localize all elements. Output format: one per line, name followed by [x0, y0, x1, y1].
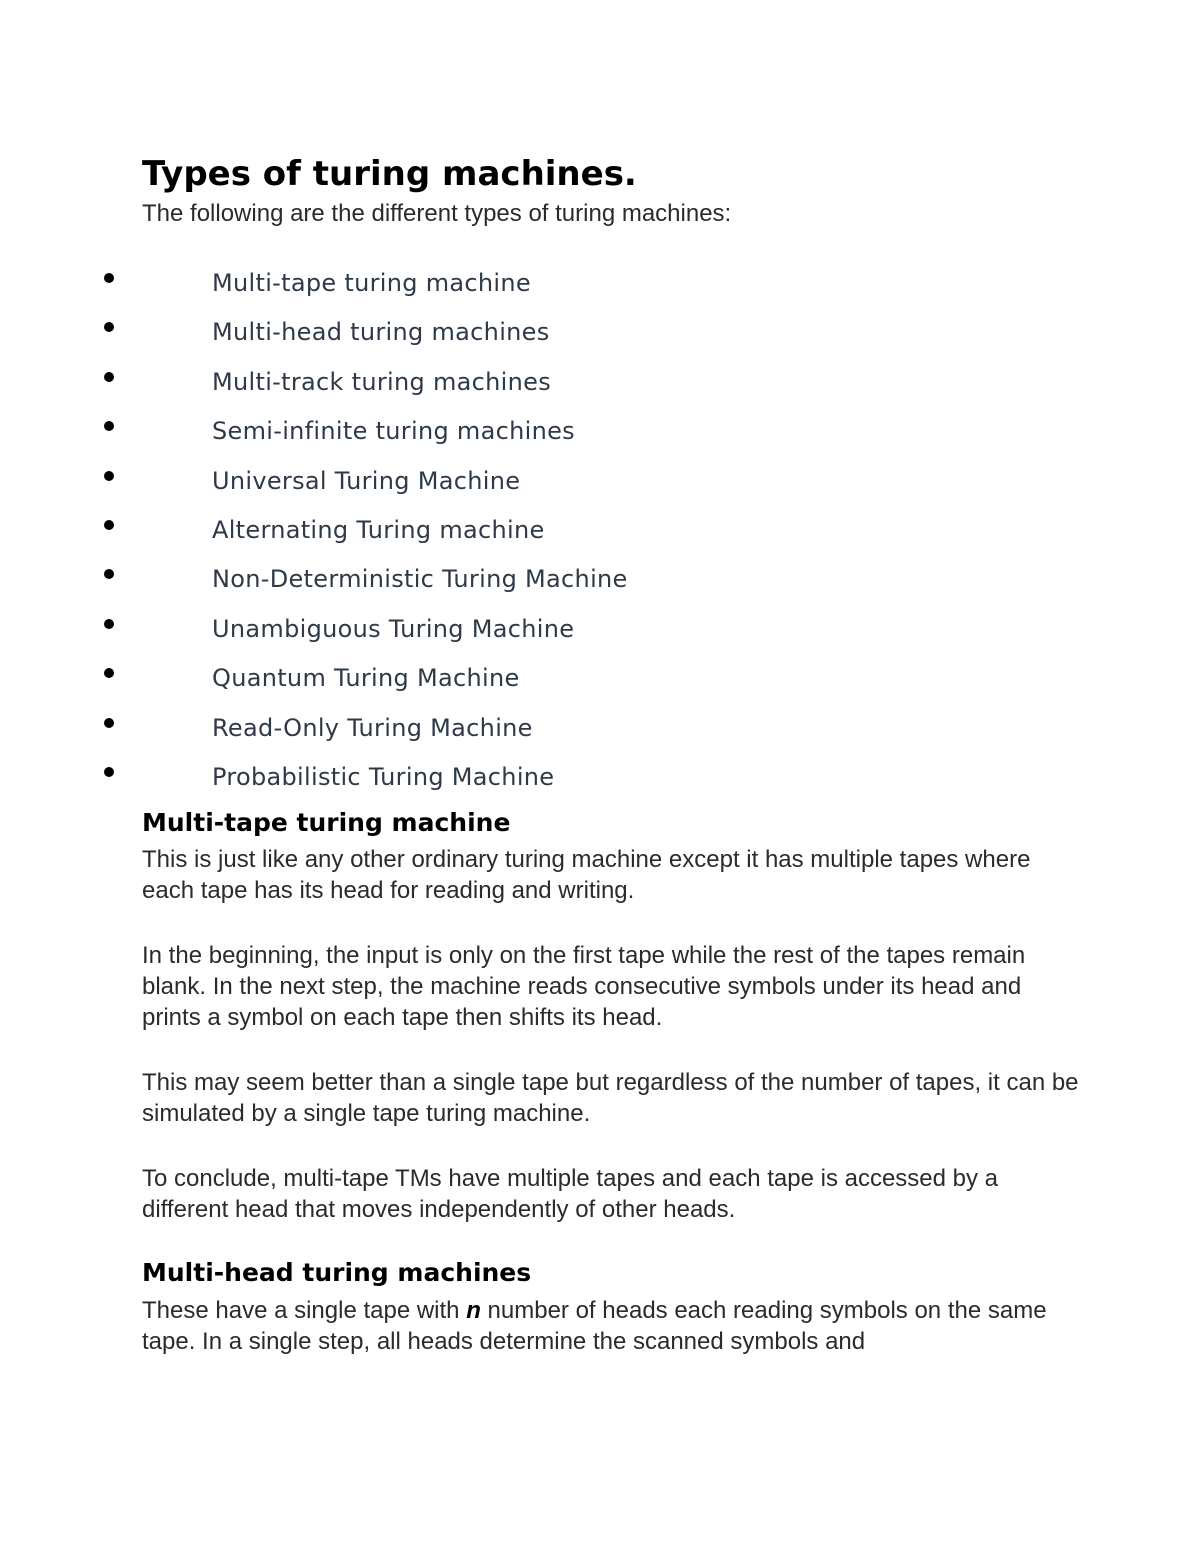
bullet-icon: [104, 322, 114, 332]
list-item-label: Quantum Turing Machine: [212, 664, 520, 693]
list-item-label: Alternating Turing machine: [212, 515, 545, 544]
list-item: [0, 361, 900, 410]
section-heading-multi-tape: Multi-tape turing machine: [142, 808, 511, 837]
paragraph: This is just like any other ordinary turing machine except it has multiple tapes where each tape has its head for reading and writing.: [142, 846, 1031, 904]
list-item: [0, 262, 900, 311]
list-item-label: Read-Only Turing Machine: [212, 713, 533, 742]
list-item-label: Probabilistic Turing Machine: [212, 762, 555, 791]
list-item-label: Multi-tape turing machine: [212, 269, 531, 297]
list-item-label: Non-Deterministic Turing Machine: [212, 565, 628, 594]
list-item: [0, 756, 900, 805]
list-item-label: Multi-head turing machines: [212, 318, 550, 347]
bullet-icon: [104, 718, 114, 728]
list-item: [0, 410, 900, 459]
emphasis-n: n: [466, 1297, 481, 1324]
list-item-label: Unambiguous Turing Machine: [212, 614, 575, 643]
paragraph: To conclude, multi-tape TMs have multiple tapes and each tape is accessed by a different head that moves independently of other heads.: [142, 1165, 999, 1223]
bullet-icon: [104, 421, 114, 431]
paragraph: [142, 1295, 1082, 1357]
paragraph: In the beginning, the input is only on the first tape while the rest of the tapes remain blank. In the next step, the machine reads consecutive symbols under its head and prints a symbol on each tape then shifts its head.: [142, 942, 1026, 1031]
bullet-icon: [104, 767, 114, 777]
document-title: Types of turing machines.: [142, 154, 637, 194]
paragraph: This may seem better than a single tape but regardless of the number of tapes, it can be simulated by a single tape turing machine.: [142, 1069, 1079, 1127]
list-item: [0, 707, 900, 756]
list-item: [0, 608, 900, 657]
bullet-icon: [104, 372, 114, 382]
intro-paragraph: The following are the different types of turing machines:: [142, 200, 732, 227]
bullet-icon: [104, 471, 114, 481]
section-heading-multi-head: Multi-head turing machines: [142, 1258, 532, 1287]
list-item-label: Universal Turing Machine: [212, 466, 521, 495]
list-item: [0, 460, 900, 509]
list-item: [0, 509, 900, 558]
bullet-icon: [104, 619, 114, 629]
bullet-icon: [104, 569, 114, 579]
list-item-label: Semi-infinite turing machines: [212, 417, 575, 446]
list-item: [0, 558, 900, 607]
list-item: [0, 657, 900, 706]
bullet-icon: [104, 668, 114, 678]
types-list: [0, 262, 900, 805]
list-item: [0, 311, 900, 360]
paragraph-text: number of heads each reading symbols on the same tape. In a single step, all heads determine the scanned symbols and: [142, 1297, 1047, 1355]
bullet-icon: [104, 273, 114, 283]
bullet-icon: [104, 520, 114, 530]
paragraph-text: These have a single tape with: [142, 1297, 467, 1324]
list-item-label: Multi-track turing machines: [212, 367, 552, 396]
